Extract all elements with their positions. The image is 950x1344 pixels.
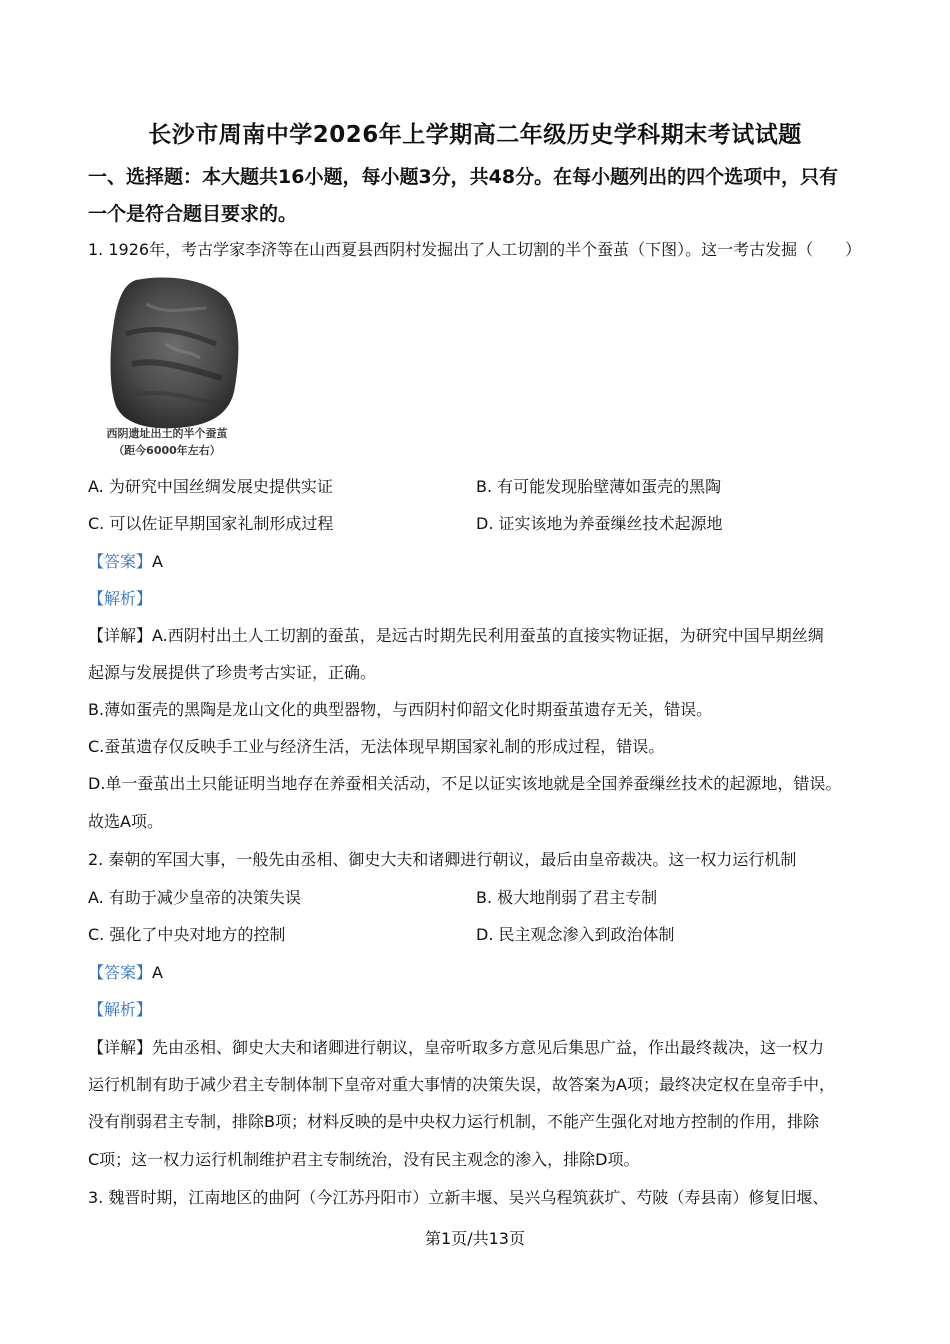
q2-option-c: C. 强化了中央对地方的控制	[88, 925, 286, 944]
q3-stem: 3. 魏晋时期，江南地区的曲阿（今江苏丹阳市）立新丰堰、吴兴乌程筑荻圹、芍陂（寿县南）修复旧堰、	[88, 1188, 829, 1207]
answer-label: 【答案】	[88, 552, 153, 571]
detail-text: A.西阴村出土人工切割的蚕茧，是远古时期先民利用蚕茧的直接实物证据，为研究中国早期丝绸	[152, 626, 824, 645]
q2-detail-line-1	[88, 1038, 824, 1058]
section-heading-line-2: 一个是符合题目要求的。	[88, 203, 298, 225]
detail-label: 【详解】	[88, 626, 153, 645]
q1-detail-line-3: B.薄如蛋壳的黑陶是龙山文化的典型器物，与西阴村仰韶文化时期蚕茧遗存无关，错误。	[88, 700, 713, 719]
answer-value: A	[152, 552, 163, 571]
q2-detail-line-4: C项；这一权力运行机制维护君主专制统治，没有民主观念的渗入，排除D项。	[88, 1150, 640, 1169]
q2-detail-line-2: 运行机制有助于减少君主专制体制下皇帝对重大事情的决策失误，故答案为A项；最终决定权在皇帝手中，	[88, 1075, 835, 1094]
q1-option-d: D. 证实该地为养蚕缫丝技术起源地	[476, 514, 723, 533]
q1-detail-line-5: D.单一蚕茧出土只能证明当地存在养蚕相关活动，不足以证实该地就是全国养蚕缫丝技术的起源地，错误。	[88, 774, 842, 793]
q1-detail-line-2: 起源与发展提供了珍贵考古实证，正确。	[88, 663, 377, 682]
q1-answer	[88, 552, 163, 572]
q2-detail-line-3: 没有削弱君主专制，排除B项；材料反映的是中央权力运行机制，不能产生强化对地方控制的作用，排除	[88, 1112, 819, 1131]
q1-stem: 1. 1926年，考古学家李济等在山西夏县西阴村发掘出了人工切割的半个蚕茧（下图）。这一考古发掘（ ）	[88, 240, 862, 259]
q1-detail-line-1	[88, 626, 824, 646]
q2-option-b: B. 极大地削弱了君主专制	[476, 888, 658, 907]
q2-analysis-label	[88, 1000, 152, 1020]
figure-caption-date: （距今6000年左右）	[113, 444, 221, 457]
q1-analysis-label	[88, 589, 152, 609]
q1-option-b: B. 有可能发现胎壁薄如蛋壳的黑陶	[476, 477, 722, 496]
q2-option-a: A. 有助于减少皇帝的决策失误	[88, 888, 301, 907]
page-footer: 第1页/共13页	[425, 1229, 525, 1248]
q2-answer	[88, 963, 163, 983]
page-title: 长沙市周南中学2026年上学期高二年级历史学科期末考试试题	[148, 122, 802, 148]
q1-option-c: C. 可以佐证早期国家礼制形成过程	[88, 514, 334, 533]
q2-option-d: D. 民主观念渗入到政治体制	[476, 925, 675, 944]
q1-option-a: A. 为研究中国丝绸发展史提供实证	[88, 477, 333, 496]
q1-detail-line-6: 故选A项。	[88, 812, 163, 831]
analysis-label: 【解析】	[88, 1000, 153, 1019]
section-heading-line-1: 一、选择题：本大题共16小题，每小题3分，共48分。在每小题列出的四个选项中，只有	[88, 166, 839, 188]
q1-detail-line-4: C.蚕茧遗存仅反映手工业与经济生活，无法体现早期国家礼制的形成过程，错误。	[88, 737, 665, 756]
detail-label: 【详解】	[88, 1038, 153, 1057]
analysis-label: 【解析】	[88, 589, 153, 608]
answer-label: 【答案】	[88, 963, 153, 982]
answer-value: A	[152, 963, 163, 982]
figure-caption: 西阴遗址出土的半个蚕茧	[106, 427, 228, 440]
q2-stem: 2. 秦朝的军国大事，一般先由丞相、御史大夫和诸卿进行朝议，最后由皇帝裁决。这一权力运行机制	[88, 850, 797, 869]
detail-text: 先由丞相、御史大夫和诸卿进行朝议，皇帝听取多方意见后集思广益，作出最终裁决，这一权力	[152, 1038, 825, 1057]
